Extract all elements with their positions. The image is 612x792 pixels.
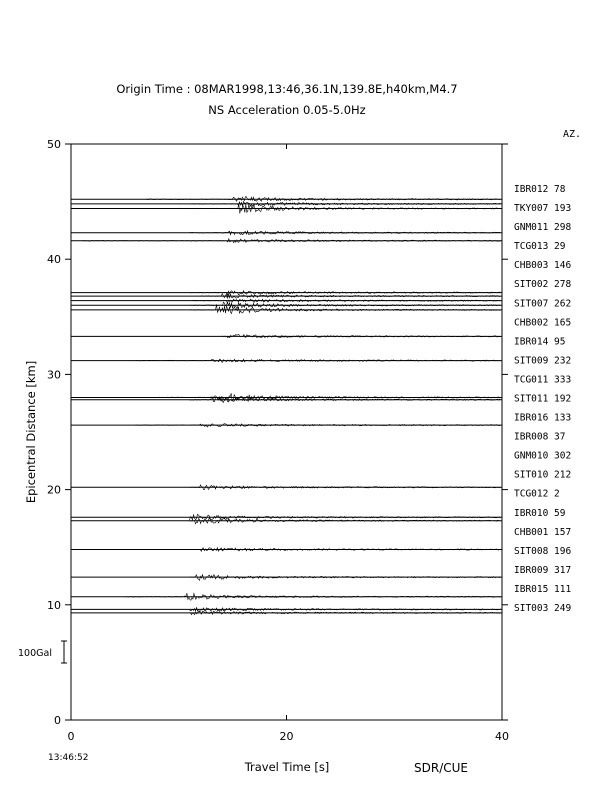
chart-subtitle: NS Acceleration 0.05-5.0Hz bbox=[208, 103, 366, 117]
station-label: SIT002 278 bbox=[514, 279, 572, 291]
station-label: SIT011 192 bbox=[514, 393, 572, 405]
station-label: CHB003 146 bbox=[514, 260, 572, 272]
station-label: SIT010 212 bbox=[514, 469, 572, 481]
station-label: CHB002 165 bbox=[514, 317, 572, 329]
trace-chb002 bbox=[190, 299, 501, 303]
station-label: SIT009 232 bbox=[514, 355, 572, 367]
x-tick-label: 0 bbox=[67, 730, 75, 743]
station-label: IBR016 133 bbox=[514, 412, 572, 424]
station-label: SIT003 249 bbox=[514, 603, 572, 614]
station-label: CHB001 157 bbox=[514, 526, 572, 538]
station-label: IBR012 78 bbox=[514, 184, 566, 195]
y-tick-label: 50 bbox=[47, 138, 61, 151]
station-label: IBR014 95 bbox=[514, 336, 566, 348]
y-axis-label: Epicentral Distance [km] bbox=[24, 360, 38, 504]
trace-chb003 bbox=[82, 239, 501, 243]
station-label: TCG013 29 bbox=[514, 241, 566, 253]
trace-group bbox=[71, 197, 502, 615]
chart-title: Origin Time : 08MAR1998,13:46,36.1N,139.8E,h40km,M4.7 bbox=[116, 82, 458, 96]
station-label: GNM011 298 bbox=[514, 222, 572, 234]
station-label-group bbox=[514, 184, 571, 614]
credit-label: SDR/CUE bbox=[414, 761, 468, 775]
station-label: IBR009 317 bbox=[514, 564, 572, 576]
y-tick-label: 40 bbox=[47, 253, 61, 267]
station-label: GNM010 302 bbox=[514, 450, 572, 462]
axis-ticks bbox=[65, 144, 508, 720]
y-tick-label: 10 bbox=[47, 598, 61, 612]
station-label: TKY007 193 bbox=[514, 203, 572, 215]
station-label: TCG012 2 bbox=[514, 488, 560, 500]
scale-bar-label: 100Gal bbox=[18, 648, 52, 659]
y-tick-label: 0 bbox=[54, 714, 61, 727]
y-tick-label: 30 bbox=[47, 368, 61, 382]
y-tick-label: 20 bbox=[47, 483, 61, 497]
start-time-label: 13:46:52 bbox=[48, 753, 89, 763]
station-label: IBR010 59 bbox=[514, 507, 566, 519]
x-tick-label: 20 bbox=[279, 730, 294, 743]
station-label: SIT007 262 bbox=[514, 298, 572, 310]
x-tick-label: 40 bbox=[495, 730, 509, 743]
station-label: TCG011 333 bbox=[514, 374, 572, 386]
x-axis-label: Travel Time [s] bbox=[244, 760, 330, 774]
scale-bar bbox=[61, 641, 67, 663]
azimuth-header: AZ. bbox=[563, 129, 582, 140]
station-label: IBR015 111 bbox=[514, 583, 572, 595]
station-label: IBR008 37 bbox=[514, 431, 566, 443]
plot-frame bbox=[71, 144, 502, 720]
tick-label-group bbox=[47, 138, 509, 743]
station-label: SIT008 196 bbox=[514, 545, 572, 557]
trace-sit008 bbox=[190, 574, 501, 580]
